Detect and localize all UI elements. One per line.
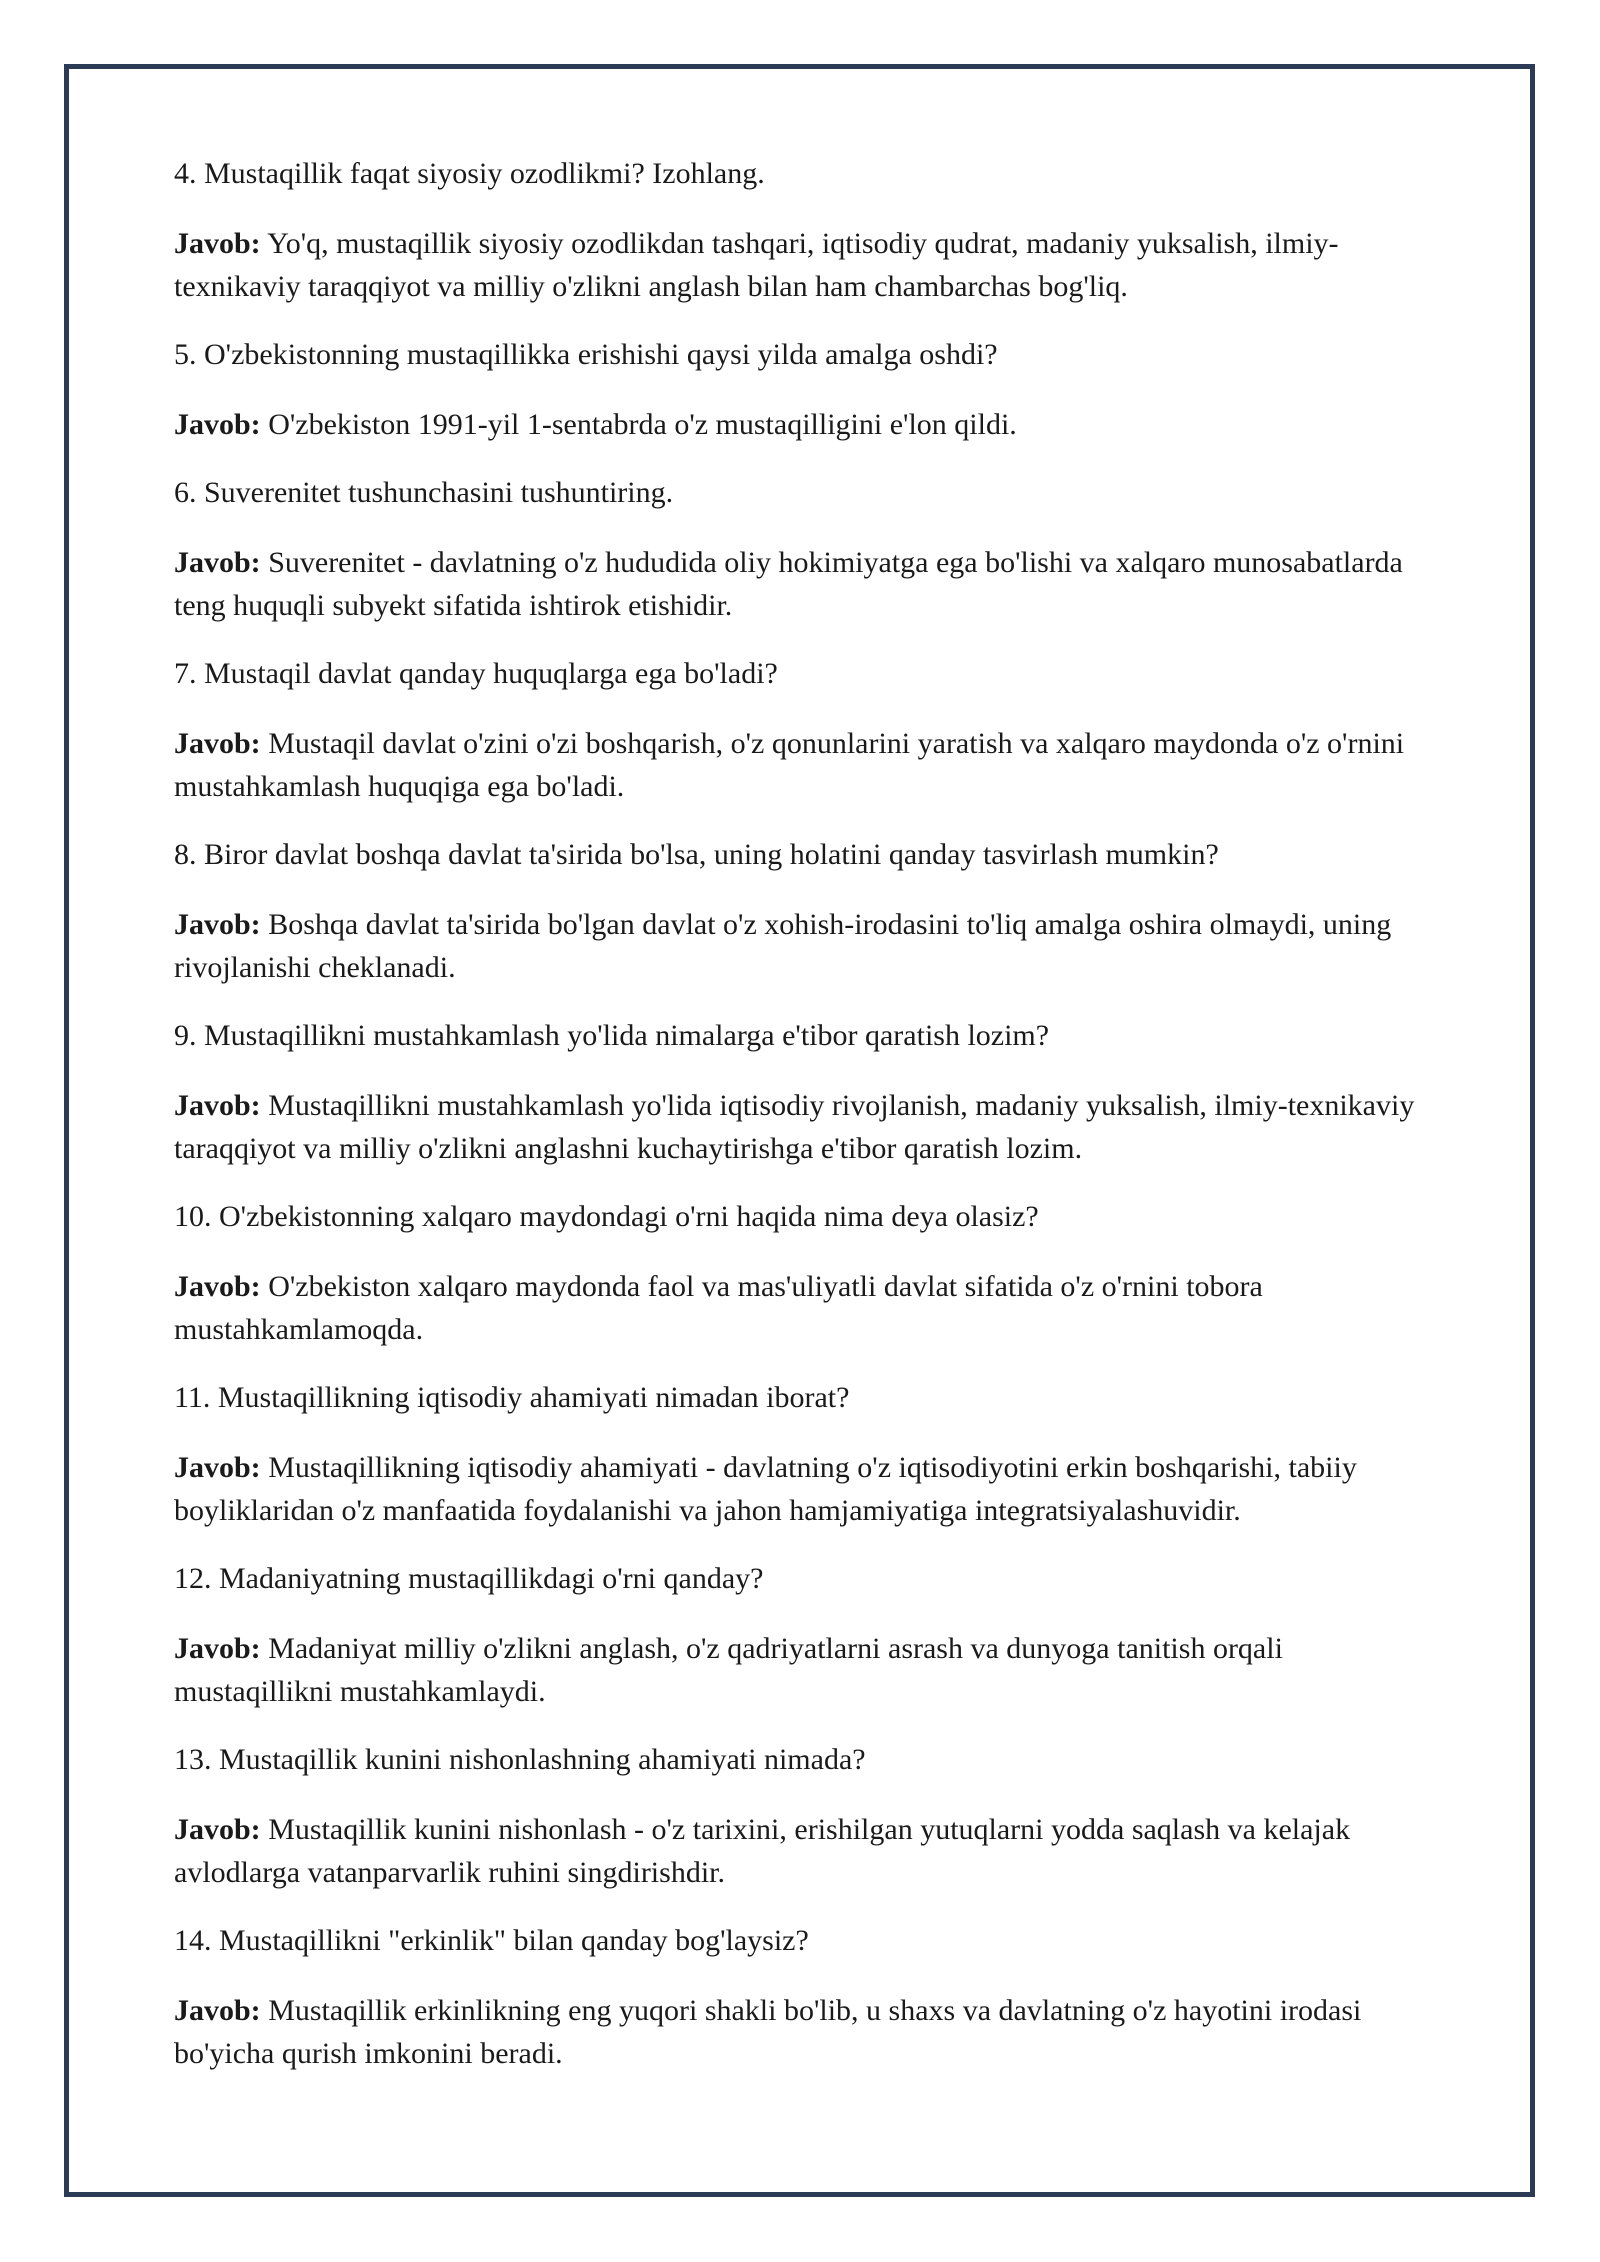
answer-text: Mustaqil davlat o'zini o'zi boshqarish, o'z qonunlarini yaratish va xalqaro maydonda o'z o'rnini mustahkamlash huquqiga ega bo'ladi. [174, 727, 1405, 803]
qa-item-8 [174, 833, 1434, 989]
qa-item-5 [174, 333, 1434, 446]
question-5: 5. O'zbekistonning mustaqillikka erishishi qaysi yilda amalga oshdi? [174, 338, 998, 371]
answer-label: Javob: [174, 908, 261, 941]
question-8: 8. Biror davlat boshqa davlat ta'sirida bo'lsa, uning holatini qanday tasvirlash mumkin? [174, 838, 1219, 871]
answer-text: O'zbekiston xalqaro maydonda faol va mas'uliyatli davlat sifatida o'z o'rnini tobora mustahkamlamoqda. [174, 1270, 1263, 1346]
qa-item-13 [174, 1738, 1434, 1894]
qa-item-9 [174, 1014, 1434, 1170]
qa-item-4 [174, 152, 1434, 308]
answer-label: Javob: [174, 546, 261, 579]
question-6: 6. Suverenitet tushunchasini tushuntiring. [174, 476, 674, 509]
answer-12 [174, 1627, 1434, 1713]
question-9: 9. Mustaqillikni mustahkamlash yo'lida nimalarga e'tibor qaratish lozim? [174, 1019, 1050, 1052]
answer-text: Mustaqillikning iqtisodiy ahamiyati - davlatning o'z iqtisodiyotini erkin boshqarishi, tabiiy boyliklaridan o'z manfaatida foydalanishi va jahon hamjamiyatiga integratsiyalashuvidir. [174, 1451, 1357, 1527]
qa-item-12 [174, 1557, 1434, 1713]
document-content [174, 152, 1434, 2100]
question-13: 13. Mustaqillik kunini nishonlashning ahamiyati nimada? [174, 1743, 866, 1776]
question-11: 11. Mustaqillikning iqtisodiy ahamiyati nimadan iborat? [174, 1381, 850, 1414]
answer-label: Javob: [174, 408, 261, 441]
answer-5 [174, 403, 1434, 446]
answer-text: Mustaqillik kunini nishonlash - o'z tarixini, erishilgan yutuqlarni yodda saqlash va kelajak avlodlarga vatanparvarlik ruhini singdirishdir. [174, 1813, 1351, 1889]
qa-item-7 [174, 652, 1434, 808]
answer-text: Yo'q, mustaqillik siyosiy ozodlikdan tashqari, iqtisodiy qudrat, madaniy yuksalish, ilmiy-texnikaviy taraqqiyot va milliy o'zlikni anglash bilan ham chambarchas bog'liq. [174, 227, 1339, 303]
answer-text: Madaniyat milliy o'zlikni anglash, o'z qadriyatlarni asrash va dunyoga tanitish orqali mustaqillikni mustahkamlaydi. [174, 1632, 1283, 1708]
answer-text: Mustaqillikni mustahkamlash yo'lida iqtisodiy rivojlanish, madaniy yuksalish, ilmiy-texnikaviy taraqqiyot va milliy o'zlikni anglashni kuchaytirishga e'tibor qaratish lozim. [174, 1089, 1415, 1165]
answer-14 [174, 1989, 1434, 2075]
answer-text: O'zbekiston 1991-yil 1-sentabrda o'z mustaqilligini e'lon qildi. [260, 408, 1017, 441]
answer-label: Javob: [174, 727, 261, 760]
answer-13 [174, 1808, 1434, 1894]
question-4: 4. Mustaqillik faqat siyosiy ozodlikmi? Izohlang. [174, 157, 765, 190]
answer-label: Javob: [174, 1632, 261, 1665]
qa-item-10 [174, 1195, 1434, 1351]
answer-label: Javob: [174, 1089, 261, 1122]
question-14: 14. Mustaqillikni "erkinlik" bilan qanday bog'laysiz? [174, 1924, 809, 1957]
answer-4 [174, 222, 1434, 308]
answer-label: Javob: [174, 1994, 261, 2027]
question-12: 12. Madaniyatning mustaqillikdagi o'rni qanday? [174, 1562, 764, 1595]
answer-7 [174, 722, 1434, 808]
answer-6 [174, 541, 1434, 627]
answer-label: Javob: [174, 1813, 261, 1846]
answer-text: Boshqa davlat ta'sirida bo'lgan davlat o'z xohish-irodasini to'liq amalga oshira olmaydi, uning rivojlanishi cheklanadi. [174, 908, 1392, 984]
answer-11 [174, 1446, 1434, 1532]
answer-9 [174, 1084, 1434, 1170]
qa-item-6 [174, 471, 1434, 627]
qa-item-14 [174, 1919, 1434, 2075]
qa-item-11 [174, 1376, 1434, 1532]
question-7: 7. Mustaqil davlat qanday huquqlarga ega bo'ladi? [174, 657, 778, 690]
answer-text: Mustaqillik erkinlikning eng yuqori shakli bo'lib, u shaxs va davlatning o'z hayotini irodasi bo'yicha qurish imkonini beradi. [174, 1994, 1362, 2070]
answer-label: Javob: [174, 1270, 261, 1303]
question-10: 10. O'zbekistonning xalqaro maydondagi o'rni haqida nima deya olasiz? [174, 1200, 1039, 1233]
answer-10 [174, 1265, 1434, 1351]
answer-label: Javob: [174, 227, 261, 260]
answer-text: Suverenitet - davlatning o'z hududida oliy hokimiyatga ega bo'lishi va xalqaro munosabatlarda teng huquqli subyekt sifatida ishtirok etishidir. [174, 546, 1403, 622]
answer-label: Javob: [174, 1451, 261, 1484]
answer-8 [174, 903, 1434, 989]
